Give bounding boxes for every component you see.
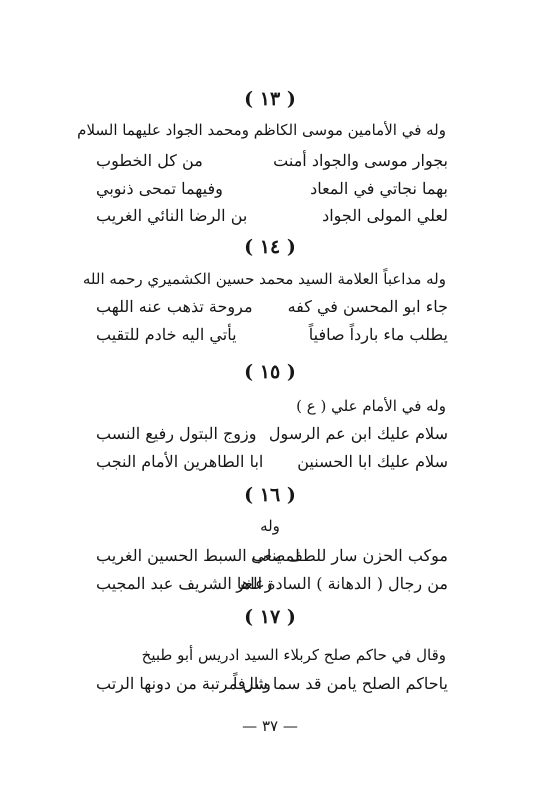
section-number-17: ( ١٧ ) xyxy=(244,606,296,628)
verse-15-2-second-hemistich: ابا الطاهرين الأمام النجب xyxy=(96,452,264,471)
verse-15-1-second-hemistich: وزوج البتول رفيع النسب xyxy=(96,424,257,443)
section-16-intro: وله xyxy=(260,517,280,535)
verse-16-2-first-hemistich: من رجال ( الدهانة ) السادة الغر xyxy=(236,574,448,593)
verse-13-2 xyxy=(96,179,448,205)
verse-13-3-second-hemistich: بن الرضا النائي الغريب xyxy=(96,206,248,225)
verse-17-1-first-hemistich: ياحاكم الصلح يامن قد سما شرفاً xyxy=(232,674,448,693)
verse-14-1-first-hemistich: جاء ابو المحسن في كفه xyxy=(287,297,448,316)
section-17-intro: وقال في حاكم صلح كربلاء السيد ادريس أبو طبيخ xyxy=(141,646,446,664)
verse-13-2-first-hemistich: بهما نجاتي في المعاد xyxy=(310,179,448,198)
verse-17-1-second-hemistich: ونال مرتبة من دونها الرتب xyxy=(96,674,271,693)
page-number: — ٣٧ — xyxy=(242,717,298,735)
section-number-13: ( ١٣ ) xyxy=(244,88,296,110)
verse-15-1-first-hemistich: سلام عليك ابن عم الرسول xyxy=(268,424,448,443)
verse-15-2-first-hemistich: سلام عليك ابا الحسنين xyxy=(297,452,448,471)
verse-16-2-second-hemistich: رعاها الشريف عبد المجيب xyxy=(96,574,273,593)
section-number-15: ( ١٥ ) xyxy=(244,361,296,383)
verse-15-1 xyxy=(96,424,448,450)
verse-14-2-first-hemistich: يطلب ماء بارداً صافياً xyxy=(308,325,448,344)
section-14-intro: وله مداعباً العلامة السيد محمد حسين الكشميري رحمه الله xyxy=(82,270,446,288)
section-13-intro: وله في الأمامين موسى الكاظم ومحمد الجواد عليهما السلام xyxy=(77,121,446,139)
verse-13-1-second-hemistich: من كل الخطوب xyxy=(96,151,203,170)
verse-14-1-second-hemistich: مروحة تذهب عنه اللهب xyxy=(96,297,253,316)
verse-15-2 xyxy=(96,452,448,478)
verse-16-2 xyxy=(96,574,448,600)
verse-13-2-second-hemistich: وفيهما تمحى ذنوبي xyxy=(96,179,223,198)
verse-14-2-second-hemistich: يأتي اليه خادم للتقيب xyxy=(96,325,237,344)
verse-14-2 xyxy=(96,325,448,351)
verse-17-1 xyxy=(96,674,448,700)
verse-13-3 xyxy=(96,206,448,232)
verse-14-1 xyxy=(96,297,448,323)
section-number-16: ( ١٦ ) xyxy=(244,484,296,506)
verse-13-1-first-hemistich: بجوار موسى والجواد أمنت xyxy=(273,151,448,170)
section-15-intro: وله في الأمام علي ( ع ) xyxy=(296,397,446,415)
verse-16-1-first-hemistich: موكب الحزن سار للطف ينعى xyxy=(251,546,448,565)
verse-13-3-first-hemistich: لعلي المولى الجواد xyxy=(322,206,448,225)
section-number-14: ( ١٤ ) xyxy=(244,236,296,258)
verse-16-1 xyxy=(96,546,448,572)
verse-13-1 xyxy=(96,151,448,177)
verse-16-1-second-hemistich: لمصاب السبط الحسين الغريب xyxy=(96,546,300,565)
